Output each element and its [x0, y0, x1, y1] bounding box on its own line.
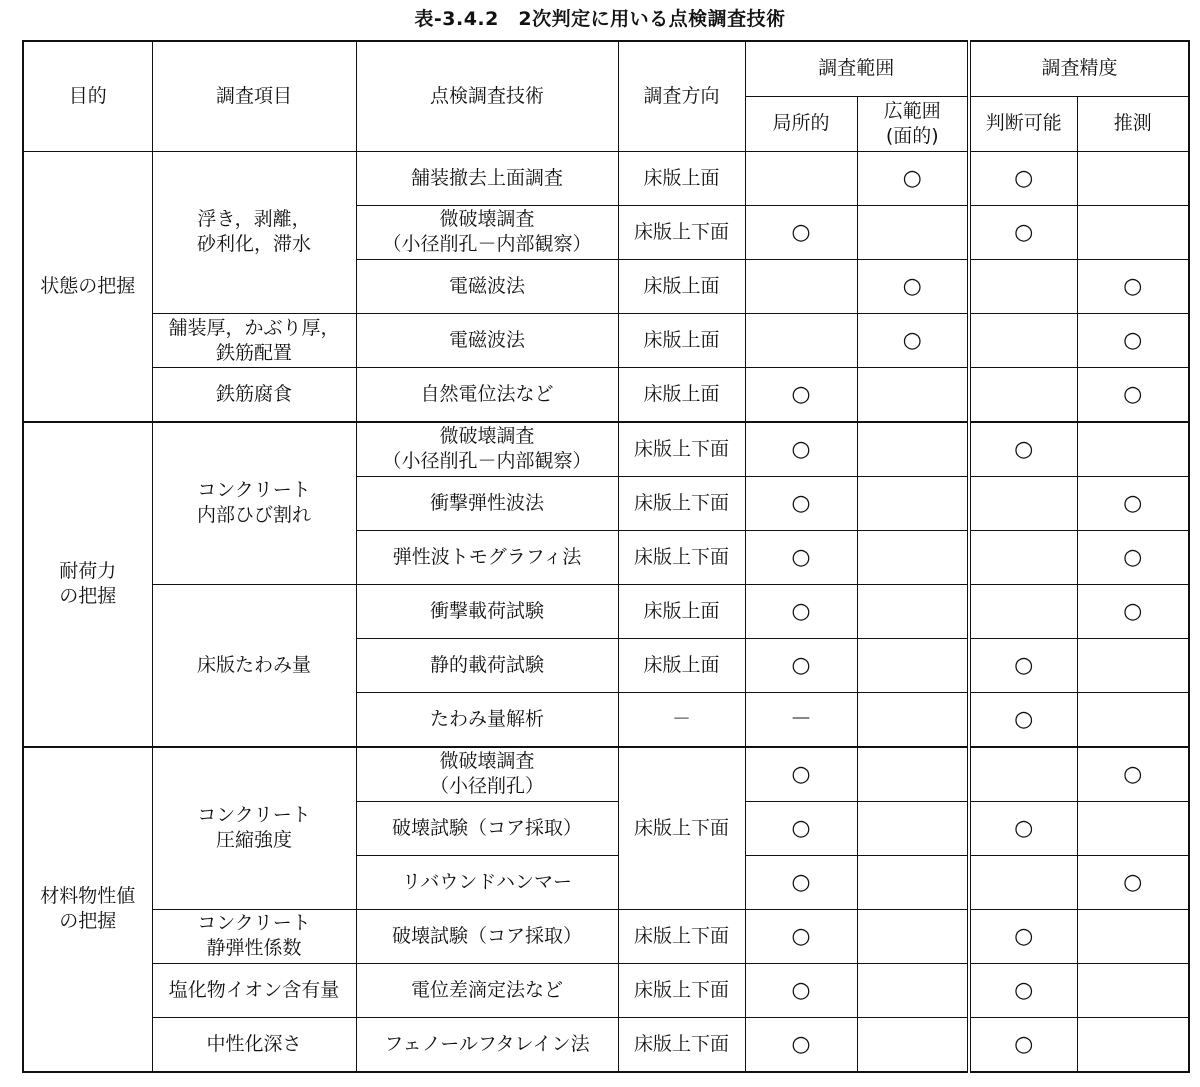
accuracy-estimate-cell: [1077, 693, 1189, 747]
table-row: [23, 964, 1189, 1018]
accuracy-judge-cell: [969, 314, 1077, 368]
range-wide-cell: [857, 909, 969, 963]
direction-cell: 床版上面: [618, 368, 745, 422]
range-local-cell: [745, 259, 857, 313]
range-wide-cell: ○: [857, 314, 969, 368]
range-local-cell: ○: [745, 964, 857, 1018]
accuracy-judge-cell: [969, 747, 1077, 801]
direction-cell: 床版上面: [618, 314, 745, 368]
range-local-cell: ○: [745, 801, 857, 855]
item-cell-line: 塩化物イオン含有量: [168, 979, 340, 1002]
item-cell: [152, 909, 356, 963]
accuracy-judge-cell: ○: [969, 964, 1077, 1018]
technique-cell-line: 微破壊調査: [439, 425, 535, 448]
item-cell-line: コンクリート: [197, 479, 311, 502]
technique-cell: [356, 368, 618, 422]
direction-cell: 床版上下面: [618, 747, 745, 910]
range-local-cell: ○: [745, 530, 857, 584]
accuracy-judge-cell: [969, 368, 1077, 422]
item-cell-line: 鉄筋配置: [215, 341, 292, 364]
technique-cell-line: リバウンドハンマー: [401, 870, 573, 893]
accuracy-judge-cell: ○: [969, 205, 1077, 259]
table-row: [23, 584, 1189, 638]
direction-cell: 床版上下面: [618, 205, 745, 259]
technique-cell-line: 舗装撤去上面調査: [410, 166, 563, 189]
purpose-cell: [23, 422, 152, 747]
technique-cell: [356, 151, 618, 205]
range-local-cell: ○: [745, 205, 857, 259]
header-accuracy-estimate: 推測: [1077, 96, 1189, 151]
accuracy-estimate-cell: ○: [1077, 747, 1189, 801]
table-body: [23, 151, 1189, 1072]
purpose-cell: [23, 151, 152, 422]
item-cell-line: コンクリート: [197, 912, 311, 935]
range-wide-cell: [857, 964, 969, 1018]
accuracy-estimate-cell: ○: [1077, 855, 1189, 909]
accuracy-judge-cell: [969, 855, 1077, 909]
technique-cell-line: 弾性波トモグラフィ法: [392, 545, 582, 568]
direction-cell: 床版上面: [618, 259, 745, 313]
item-cell-line: 浮き，剥離，: [197, 208, 311, 231]
accuracy-judge-cell: [969, 530, 1077, 584]
item-cell-line: 鉄筋腐食: [215, 383, 292, 406]
range-wide-cell: [857, 639, 969, 693]
header-range-wide-line2: (面的): [885, 124, 939, 147]
purpose-cell-line: 材料物性値: [40, 885, 136, 908]
accuracy-estimate-cell: ○: [1077, 368, 1189, 422]
technique-cell: [356, 205, 618, 259]
purpose-cell-line: 状態の把握: [40, 274, 136, 297]
accuracy-judge-cell: ○: [969, 801, 1077, 855]
item-cell-line: 砂利化，滞水: [196, 233, 311, 256]
technique-cell-line: 電磁波法: [448, 274, 525, 297]
range-local-cell: ○: [745, 368, 857, 422]
accuracy-judge-cell: [969, 259, 1077, 313]
technique-cell-line: 微破壊調査: [439, 750, 535, 773]
item-cell: [152, 314, 356, 368]
range-wide-cell: [857, 476, 969, 530]
header-item: 調査項目: [152, 41, 356, 151]
item-cell: [152, 1018, 356, 1072]
accuracy-estimate-cell: [1077, 964, 1189, 1018]
technique-cell-line: 電位差滴定法など: [410, 979, 563, 1002]
range-local-cell: ○: [745, 476, 857, 530]
range-wide-cell: ○: [857, 259, 969, 313]
technique-cell: [356, 801, 618, 855]
header-accuracy-judge: 判断可能: [969, 96, 1077, 151]
direction-cell: 床版上下面: [618, 1018, 745, 1072]
range-wide-cell: ○: [857, 151, 969, 205]
accuracy-estimate-cell: ○: [1077, 476, 1189, 530]
direction-cell: 床版上下面: [618, 476, 745, 530]
technique-cell: [356, 259, 618, 313]
direction-cell: －: [618, 693, 745, 747]
accuracy-estimate-cell: [1077, 639, 1189, 693]
item-cell-line: 内部ひび割れ: [196, 504, 311, 527]
range-wide-cell: [857, 747, 969, 801]
accuracy-judge-cell: [969, 476, 1077, 530]
technique-cell-line: 自然電位法など: [420, 383, 554, 406]
technique-cell: [356, 476, 618, 530]
technique-cell-line: 破壊試験（コア採取）: [391, 924, 582, 947]
technique-cell: [356, 747, 618, 801]
technique-cell-line: （小径削孔－内部観察）: [382, 233, 592, 256]
accuracy-estimate-cell: [1077, 422, 1189, 476]
item-cell-line: 舗装厚，かぶり厚，: [168, 316, 340, 339]
accuracy-estimate-cell: ○: [1077, 584, 1189, 638]
range-wide-cell: [857, 368, 969, 422]
accuracy-estimate-cell: [1077, 205, 1189, 259]
header-direction: 調査方向: [618, 41, 745, 151]
range-local-cell: [745, 151, 857, 205]
range-wide-cell: [857, 422, 969, 476]
range-local-cell: ○: [745, 639, 857, 693]
technique-cell: [356, 530, 618, 584]
accuracy-estimate-cell: ○: [1077, 530, 1189, 584]
accuracy-judge-cell: ○: [969, 909, 1077, 963]
technique-cell-line: 微破壊調査: [439, 208, 535, 231]
technique-cell-line: たわみ量解析: [429, 708, 544, 731]
technique-cell: [356, 314, 618, 368]
item-cell: [152, 964, 356, 1018]
technique-cell-line: 衝撃弾性波法: [429, 491, 544, 514]
technique-cell-line: （小径削孔）: [429, 775, 544, 798]
range-wide-cell: [857, 530, 969, 584]
table-row: [23, 909, 1189, 963]
header-purpose: 目的: [23, 41, 152, 151]
direction-cell: 床版上下面: [618, 964, 745, 1018]
accuracy-judge-cell: [969, 584, 1077, 638]
technique-cell: [356, 909, 618, 963]
technique-cell-line: 破壊試験（コア採取）: [391, 816, 582, 839]
item-cell: [152, 151, 356, 314]
technique-cell: [356, 639, 618, 693]
range-wide-cell: [857, 1018, 969, 1072]
table-title: 表-3.4.2 2次判定に用いる点検調査技術: [414, 8, 786, 30]
header-range-local: 局所的: [745, 96, 857, 151]
purpose-cell-line: の把握: [59, 585, 117, 608]
range-local-cell: －: [745, 693, 857, 747]
item-cell-line: 圧縮強度: [215, 829, 292, 852]
header-technique: 点検調査技術: [356, 41, 618, 151]
direction-cell: 床版上下面: [618, 909, 745, 963]
accuracy-estimate-cell: ○: [1077, 314, 1189, 368]
range-local-cell: [745, 314, 857, 368]
accuracy-estimate-cell: [1077, 801, 1189, 855]
technique-cell-line: 静的載荷試験: [429, 654, 544, 677]
item-cell: [152, 422, 356, 585]
table-row: [23, 1018, 1189, 1072]
technique-cell: [356, 693, 618, 747]
range-wide-cell: [857, 584, 969, 638]
item-cell: [152, 368, 356, 422]
item-cell: [152, 747, 356, 910]
table-row: [23, 151, 1189, 205]
direction-cell: 床版上面: [618, 151, 745, 205]
range-local-cell: ○: [745, 855, 857, 909]
inspection-technique-table: [22, 40, 1190, 1073]
range-wide-cell: [857, 855, 969, 909]
purpose-cell-line: の把握: [59, 910, 117, 933]
technique-cell: [356, 1018, 618, 1072]
header-range-wide: [857, 96, 969, 151]
header-range: 調査範囲: [745, 41, 969, 96]
table-row: [23, 747, 1189, 801]
technique-cell: [356, 964, 618, 1018]
technique-cell: [356, 855, 618, 909]
range-local-cell: ○: [745, 909, 857, 963]
purpose-cell-line: 耐荷力: [59, 560, 117, 583]
technique-cell-line: 電磁波法: [448, 329, 525, 352]
header-range-wide-line1: 広範囲: [883, 99, 941, 122]
technique-cell-line: （小径削孔－内部観察）: [382, 450, 592, 473]
table-row: [23, 368, 1189, 422]
table-row: [23, 314, 1189, 368]
accuracy-estimate-cell: [1077, 1018, 1189, 1072]
accuracy-judge-cell: ○: [969, 1018, 1077, 1072]
accuracy-estimate-cell: [1077, 151, 1189, 205]
item-cell-line: コンクリート: [197, 804, 311, 827]
accuracy-estimate-cell: ○: [1077, 259, 1189, 313]
accuracy-judge-cell: ○: [969, 151, 1077, 205]
direction-cell: 床版上面: [618, 639, 745, 693]
table-row: [23, 422, 1189, 476]
range-wide-cell: [857, 205, 969, 259]
range-local-cell: ○: [745, 1018, 857, 1072]
range-local-cell: ○: [745, 747, 857, 801]
accuracy-estimate-cell: [1077, 909, 1189, 963]
direction-cell: 床版上下面: [618, 422, 745, 476]
technique-cell: [356, 422, 618, 476]
item-cell: [152, 584, 356, 747]
header-accuracy: 調査精度: [969, 41, 1189, 96]
direction-cell: 床版上下面: [618, 530, 745, 584]
accuracy-judge-cell: ○: [969, 639, 1077, 693]
range-wide-cell: [857, 693, 969, 747]
range-local-cell: ○: [745, 422, 857, 476]
technique-cell: [356, 584, 618, 638]
item-cell-line: 床版たわみ量: [196, 653, 311, 676]
accuracy-judge-cell: ○: [969, 422, 1077, 476]
range-wide-cell: [857, 801, 969, 855]
technique-cell-line: 衝撃載荷試験: [429, 599, 544, 622]
accuracy-judge-cell: ○: [969, 693, 1077, 747]
direction-cell: 床版上面: [618, 584, 745, 638]
item-cell-line: 中性化深さ: [206, 1033, 302, 1056]
purpose-cell: [23, 747, 152, 1072]
item-cell-line: 静弾性係数: [206, 937, 302, 960]
technique-cell-line: フェノールフタレイン法: [384, 1033, 590, 1056]
range-local-cell: ○: [745, 584, 857, 638]
